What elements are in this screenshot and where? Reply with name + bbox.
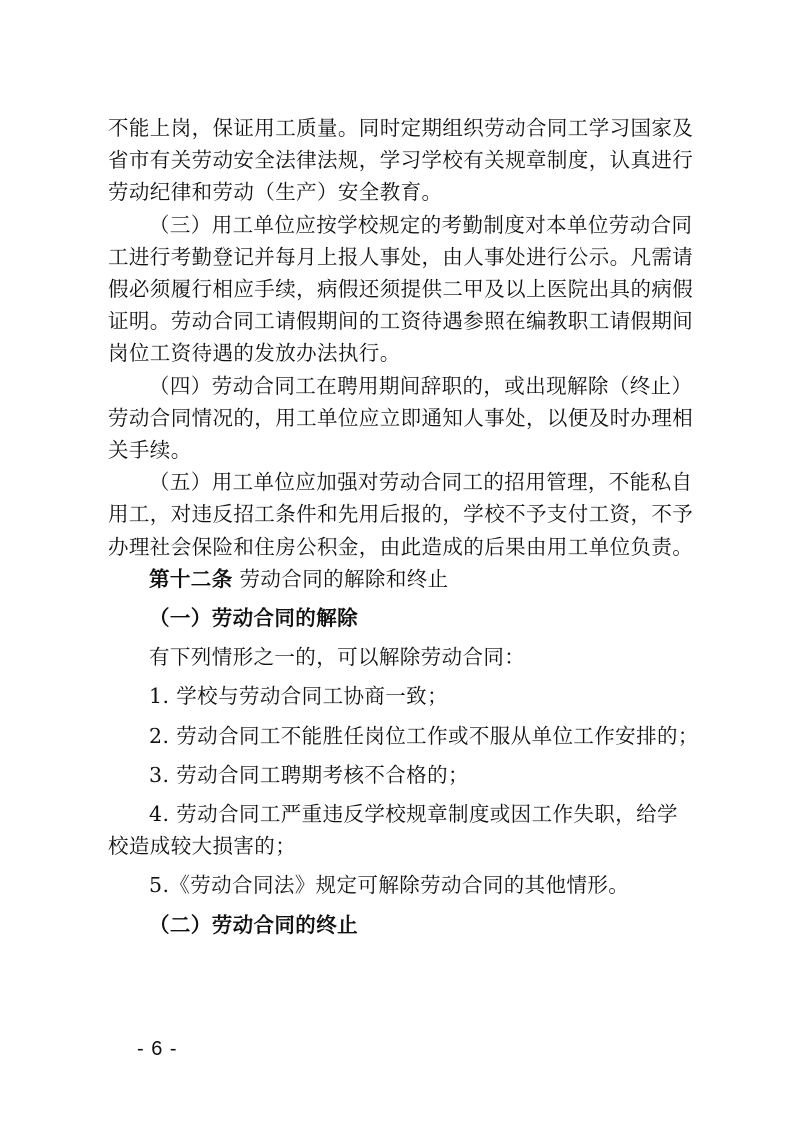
section-heading: （一）劳动合同的解除: [149, 606, 358, 631]
paragraph-item-4: [108, 370, 700, 467]
text-line: 3. 劳动合同工聘期考核不合格的；: [149, 762, 469, 787]
text-line: （五）用工单位应加强对劳动合同工的招用管理，不能私自: [149, 470, 693, 495]
text-line: 2. 劳动合同工不能胜任岗位工作或不服从单位工作安排的；: [149, 723, 699, 748]
list-item-2: [108, 720, 700, 752]
section-heading: （二）劳动合同的终止: [149, 912, 358, 937]
text-line: 劳动合同情况的，用工单位应立即通知人事处，以便及时办理相: [108, 405, 694, 430]
text-line: 证明。劳动合同工请假期间的工资待遇参照在编教职工请假期间: [108, 309, 694, 334]
text-line: 5.《劳动合同法》规定可解除劳动合同的其他情形。: [149, 873, 630, 898]
text-line: 办理社会保险和住房公积金，由此造成的后果由用工单位负责。: [108, 534, 694, 559]
paragraph-continuation: [108, 112, 700, 209]
text-line: 校造成较大损害的；: [108, 834, 297, 859]
section-heading-termination-end: [108, 909, 700, 941]
text-line: 用工，对违反招工条件和先用后报的，学校不予支付工资，不予: [108, 502, 694, 527]
text-line: 劳动纪律和劳动（生产）安全教育。: [108, 180, 443, 205]
text-line: 假必须履行相应手续，病假还须提供二甲及以上医院出具的病假: [108, 277, 694, 302]
list-item-1: [108, 680, 700, 712]
text-line: 不能上岗，保证用工质量。同时定期组织劳动合同工学习国家及: [108, 116, 694, 140]
section-heading-termination-release: [108, 602, 700, 634]
paragraph-item-3: [108, 209, 700, 370]
list-item-3: [108, 759, 700, 791]
document-body: [108, 112, 700, 941]
text-line: （三）用工单位应按学校规定的考勤制度对本单位劳动合同: [149, 212, 693, 237]
page-number: - 6 -: [137, 1038, 178, 1060]
paragraph-item-5: [108, 466, 700, 563]
text-line: 工进行考勤登记并每月上报人事处，由人事处进行公示。凡需请: [108, 244, 694, 269]
text-line: 关手续。: [108, 438, 192, 463]
text-line: [108, 563, 700, 595]
article-heading: [108, 563, 700, 595]
text-line: （四）劳动合同工在聘用期间辞职的，或出现解除（终止）: [149, 373, 693, 398]
article-label: 第十二条: [149, 566, 233, 591]
article-title: 劳动合同的解除和终止: [239, 566, 449, 591]
text-line: 省市有关劳动安全法律法规，学习学校有关规章制度，认真进行: [108, 148, 694, 173]
text-line: 1. 学校与劳动合同工协商一致；: [149, 684, 448, 709]
intro-line: [108, 641, 700, 673]
text-line: 有下列情形之一的，可以解除劳动合同：: [149, 645, 526, 670]
list-item-4: [108, 798, 700, 862]
list-item-5: [108, 869, 700, 901]
text-line: 4. 劳动合同工严重违反学校规章制度或因工作失职，给学: [149, 802, 678, 827]
text-line: 岗位工资待遇的发放办法执行。: [108, 341, 401, 366]
